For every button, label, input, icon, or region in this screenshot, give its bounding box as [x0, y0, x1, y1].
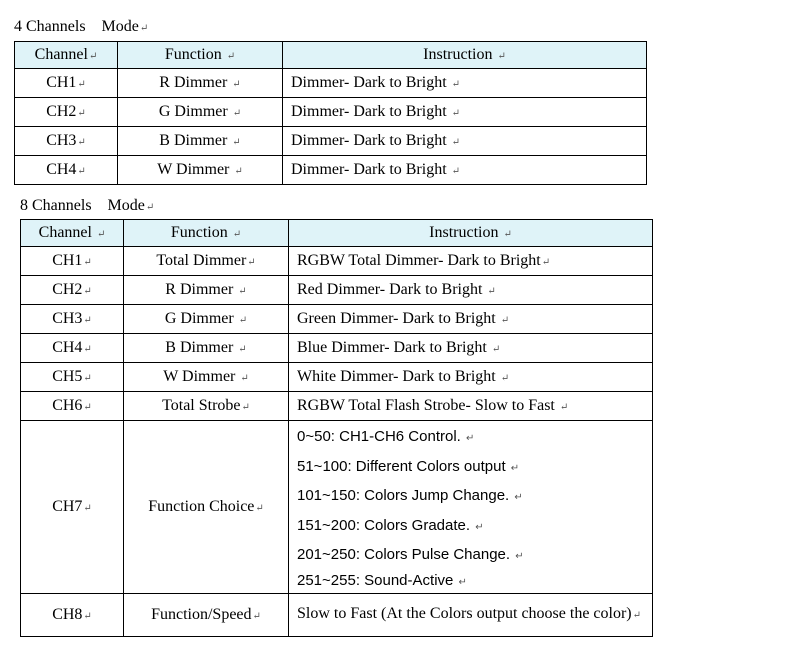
table-4-channels [14, 41, 647, 185]
cell-instruction-ranges [289, 421, 653, 594]
cell-channel: CH2↵ [21, 276, 124, 305]
cell-instruction: Dimmer- Dark to Bright ↵ [283, 156, 647, 185]
header-function: Function ↵ [124, 220, 289, 247]
cell-channel: CH5↵ [21, 363, 124, 392]
table-row [21, 334, 653, 363]
cell-channel: CH4↵ [15, 156, 118, 185]
cell-instruction: RGBW Total Flash Strobe- Slow to Fast ↵ [289, 392, 653, 421]
header-instruction: Instruction ↵ [283, 42, 647, 69]
header-instruction: Instruction ↵ [289, 220, 653, 247]
section-title-8ch: 8 Channels Mode↵ [20, 197, 155, 214]
cell-channel: CH3↵ [21, 305, 124, 334]
header-function: Function ↵ [118, 42, 283, 69]
cell-channel: CH2↵ [15, 98, 118, 127]
range-line: 0~50: CH1-CH6 Control. ↵ [297, 428, 475, 445]
table-row [21, 276, 653, 305]
table-row [15, 69, 647, 98]
cell-instruction: Red Dimmer- Dark to Bright ↵ [289, 276, 653, 305]
table-header-row [21, 220, 653, 247]
table-8-channels [20, 219, 653, 637]
cell-function: B Dimmer ↵ [118, 127, 283, 156]
cell-function: W Dimmer ↵ [118, 156, 283, 185]
range-line: 151~200: Colors Gradate. ↵ [297, 516, 484, 534]
table-row [15, 98, 647, 127]
cell-function: Total Strobe↵ [124, 392, 289, 421]
table-row [15, 127, 647, 156]
cell-channel: CH1↵ [21, 247, 124, 276]
cell-instruction: Green Dimmer- Dark to Bright ↵ [289, 305, 653, 334]
cell-function: R Dimmer ↵ [124, 276, 289, 305]
cell-function: G Dimmer ↵ [124, 305, 289, 334]
table-row [21, 392, 653, 421]
table-row [21, 305, 653, 334]
range-line: 201~250: Colors Pulse Change. ↵ [297, 546, 524, 563]
cell-instruction: RGBW Total Dimmer- Dark to Bright↵ [289, 247, 653, 276]
cell-function: Function/Speed↵ [124, 593, 289, 636]
range-line: 251~255: Sound-Active ↵ [297, 571, 467, 589]
section-title-4ch: 4 Channels Mode↵ [14, 18, 149, 35]
cell-function: R Dimmer ↵ [118, 69, 283, 98]
range-line: 51~100: Different Colors output ↵ [297, 457, 520, 475]
cell-instruction: Dimmer- Dark to Bright ↵ [283, 69, 647, 98]
cell-instruction: Dimmer- Dark to Bright ↵ [283, 127, 647, 156]
table-row [15, 156, 647, 185]
cell-channel: CH4↵ [21, 334, 124, 363]
cell-function: G Dimmer ↵ [118, 98, 283, 127]
cell-instruction: White Dimmer- Dark to Bright ↵ [289, 363, 653, 392]
cell-channel: CH6↵ [21, 392, 124, 421]
cell-channel: CH1↵ [15, 69, 118, 98]
cell-function: B Dimmer ↵ [124, 334, 289, 363]
table-row-ch7 [21, 421, 653, 594]
header-channel: Channel ↵ [21, 220, 124, 247]
table-row [21, 247, 653, 276]
cell-channel: CH8↵ [21, 593, 124, 636]
range-line: 101~150: Colors Jump Change. ↵ [297, 487, 523, 504]
cell-function: Function Choice↵ [124, 421, 289, 594]
cell-channel: CH3↵ [15, 127, 118, 156]
cell-instruction: Blue Dimmer- Dark to Bright ↵ [289, 334, 653, 363]
cell-instruction: Dimmer- Dark to Bright ↵ [283, 98, 647, 127]
table-row [21, 363, 653, 392]
table-row-ch8 [21, 593, 653, 636]
cell-instruction: Slow to Fast (At the Colors output choose the color)↵ [289, 593, 653, 636]
cell-channel: CH7↵ [21, 421, 124, 594]
header-channel: Channel↵ [15, 42, 118, 69]
table-header-row [15, 42, 647, 69]
cell-function: W Dimmer ↵ [124, 363, 289, 392]
cell-function: Total Dimmer↵ [124, 247, 289, 276]
